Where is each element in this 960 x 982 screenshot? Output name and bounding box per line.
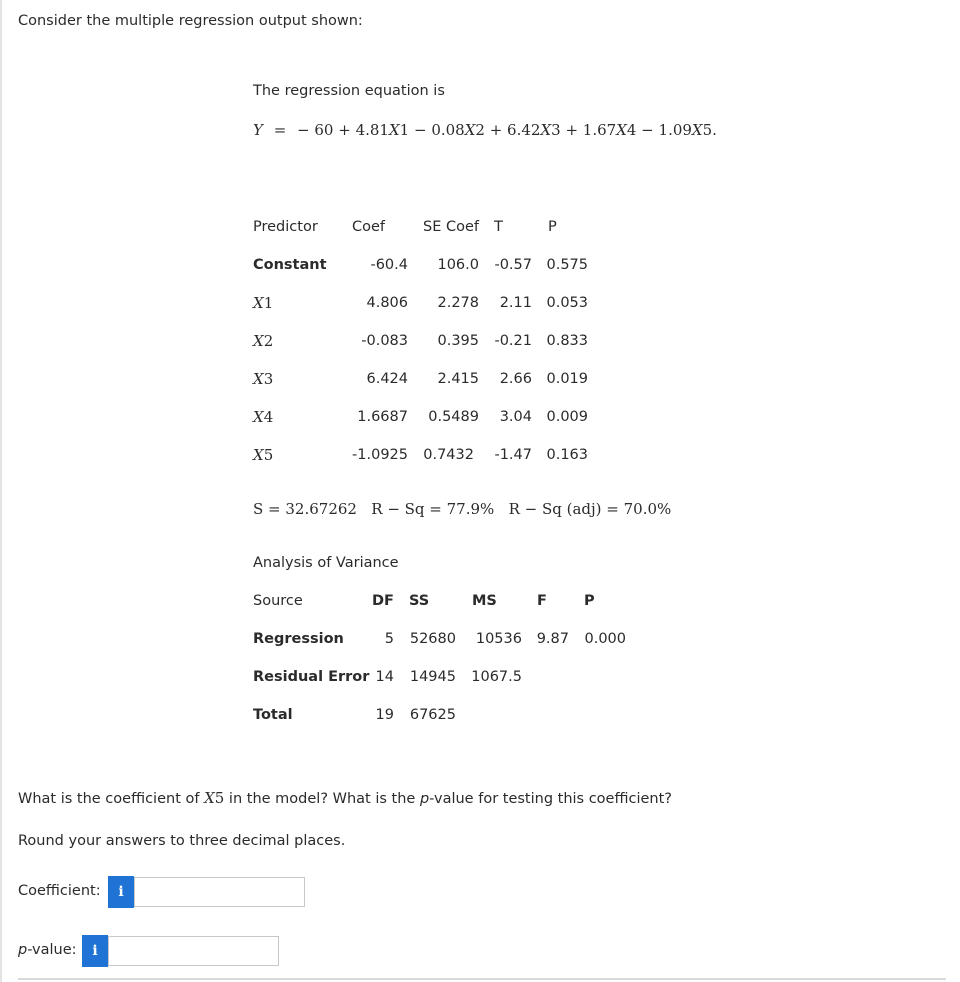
equation-term: − 60 + 4.81	[297, 121, 389, 139]
t-value: -1.47	[494, 447, 532, 463]
source-regression: Regression	[253, 631, 344, 647]
coef-value: 4.806	[366, 295, 408, 311]
header-t: T	[494, 219, 503, 235]
predictor-x3: X3	[253, 370, 274, 388]
predictor-x2: X2	[253, 332, 274, 350]
equation-term: 4 − 1.09	[626, 121, 692, 139]
coef-value: 1.6687	[357, 409, 408, 425]
p-value: 0.009	[546, 409, 588, 425]
df-value: 19	[375, 707, 394, 723]
se-value: 0.7432	[423, 447, 474, 463]
regression-equation	[253, 121, 717, 139]
equation-rhs	[297, 121, 717, 139]
source-total: Total	[253, 707, 293, 723]
f-value: 9.87	[536, 631, 569, 647]
equation-variable: X	[388, 121, 400, 139]
t-value: 3.04	[499, 409, 532, 425]
equation-heading: The regression equation is	[253, 83, 445, 99]
se-value: 0.5489	[428, 409, 479, 425]
equation-eq: =	[273, 121, 287, 139]
predictor-constant: Constant	[253, 257, 327, 273]
se-value: 106.0	[437, 257, 479, 273]
ms-value: 10536	[475, 631, 522, 647]
round-note: Round your answers to three decimal places.	[18, 833, 346, 849]
se-value: 2.278	[437, 295, 479, 311]
ms-value: 1067.5	[471, 669, 522, 685]
equation-term: 2 + 6.42	[475, 121, 541, 139]
header-predictor: Predictor	[253, 219, 318, 235]
t-value: -0.21	[494, 333, 532, 349]
left-border	[0, 0, 2, 982]
header-p: P	[548, 219, 557, 235]
equation-variable: X	[691, 121, 703, 139]
anova-p-value: 0.000	[584, 631, 626, 647]
equation-variable: X	[616, 121, 627, 139]
header-ms: MS	[472, 593, 497, 609]
t-value: -0.57	[494, 257, 532, 273]
p-value: 0.019	[546, 371, 588, 387]
header-df: DF	[372, 593, 394, 609]
coef-value: -1.0925	[352, 447, 408, 463]
coefficient-info-icon[interactable]: i	[108, 876, 134, 908]
header-f: F	[537, 593, 547, 609]
equation-lhs: Y	[253, 121, 263, 139]
coefficient-label: Coefficient:	[18, 883, 101, 899]
equation-term: 5.	[702, 121, 717, 139]
equation-variable: X	[464, 121, 476, 139]
ss-value: 14945	[409, 669, 456, 685]
coef-value: -60.4	[370, 257, 408, 273]
pvalue-input[interactable]	[108, 936, 279, 966]
df-value: 5	[384, 631, 394, 647]
pvalue-label: p-value:	[18, 942, 77, 958]
equation-term: 3 + 1.67	[551, 121, 617, 139]
ss-value: 52680	[409, 631, 456, 647]
anova-title: Analysis of Variance	[253, 555, 399, 571]
fit-statistics: S = 32.67262 R − Sq = 77.9% R − Sq (adj) = 70.0%	[253, 500, 672, 518]
coef-value: 6.424	[366, 371, 408, 387]
p-value: 0.833	[546, 333, 588, 349]
bottom-divider	[18, 978, 946, 980]
ss-value: 67625	[409, 707, 456, 723]
se-value: 2.415	[437, 371, 479, 387]
p-value: 0.163	[546, 447, 588, 463]
header-source: Source	[253, 593, 303, 609]
p-value: 0.053	[546, 295, 588, 311]
pvalue-info-icon[interactable]: i	[82, 935, 108, 967]
header-coef: Coef	[352, 219, 386, 235]
p-value: 0.575	[546, 257, 588, 273]
t-value: 2.11	[499, 295, 532, 311]
t-value: 2.66	[499, 371, 532, 387]
coef-value: -0.083	[361, 333, 408, 349]
predictor-x4: X4	[253, 408, 274, 426]
question-text: What is the coefficient of X5 in the model? What is the p-value for testing this coefficient?	[18, 789, 672, 807]
intro-text: Consider the multiple regression output shown:	[18, 13, 363, 29]
source-residual-error: Residual Error	[253, 669, 370, 685]
predictor-x5: X5	[253, 446, 274, 464]
equation-term: 1 − 0.08	[399, 121, 465, 139]
coefficient-input[interactable]	[134, 877, 305, 907]
header-se-coef: SE Coef	[423, 219, 479, 235]
se-value: 0.395	[437, 333, 479, 349]
header-ss: SS	[409, 593, 430, 609]
df-value: 14	[375, 669, 394, 685]
predictor-x1: X1	[253, 294, 274, 312]
equation-variable: X	[540, 121, 552, 139]
header-p: P	[584, 593, 595, 609]
